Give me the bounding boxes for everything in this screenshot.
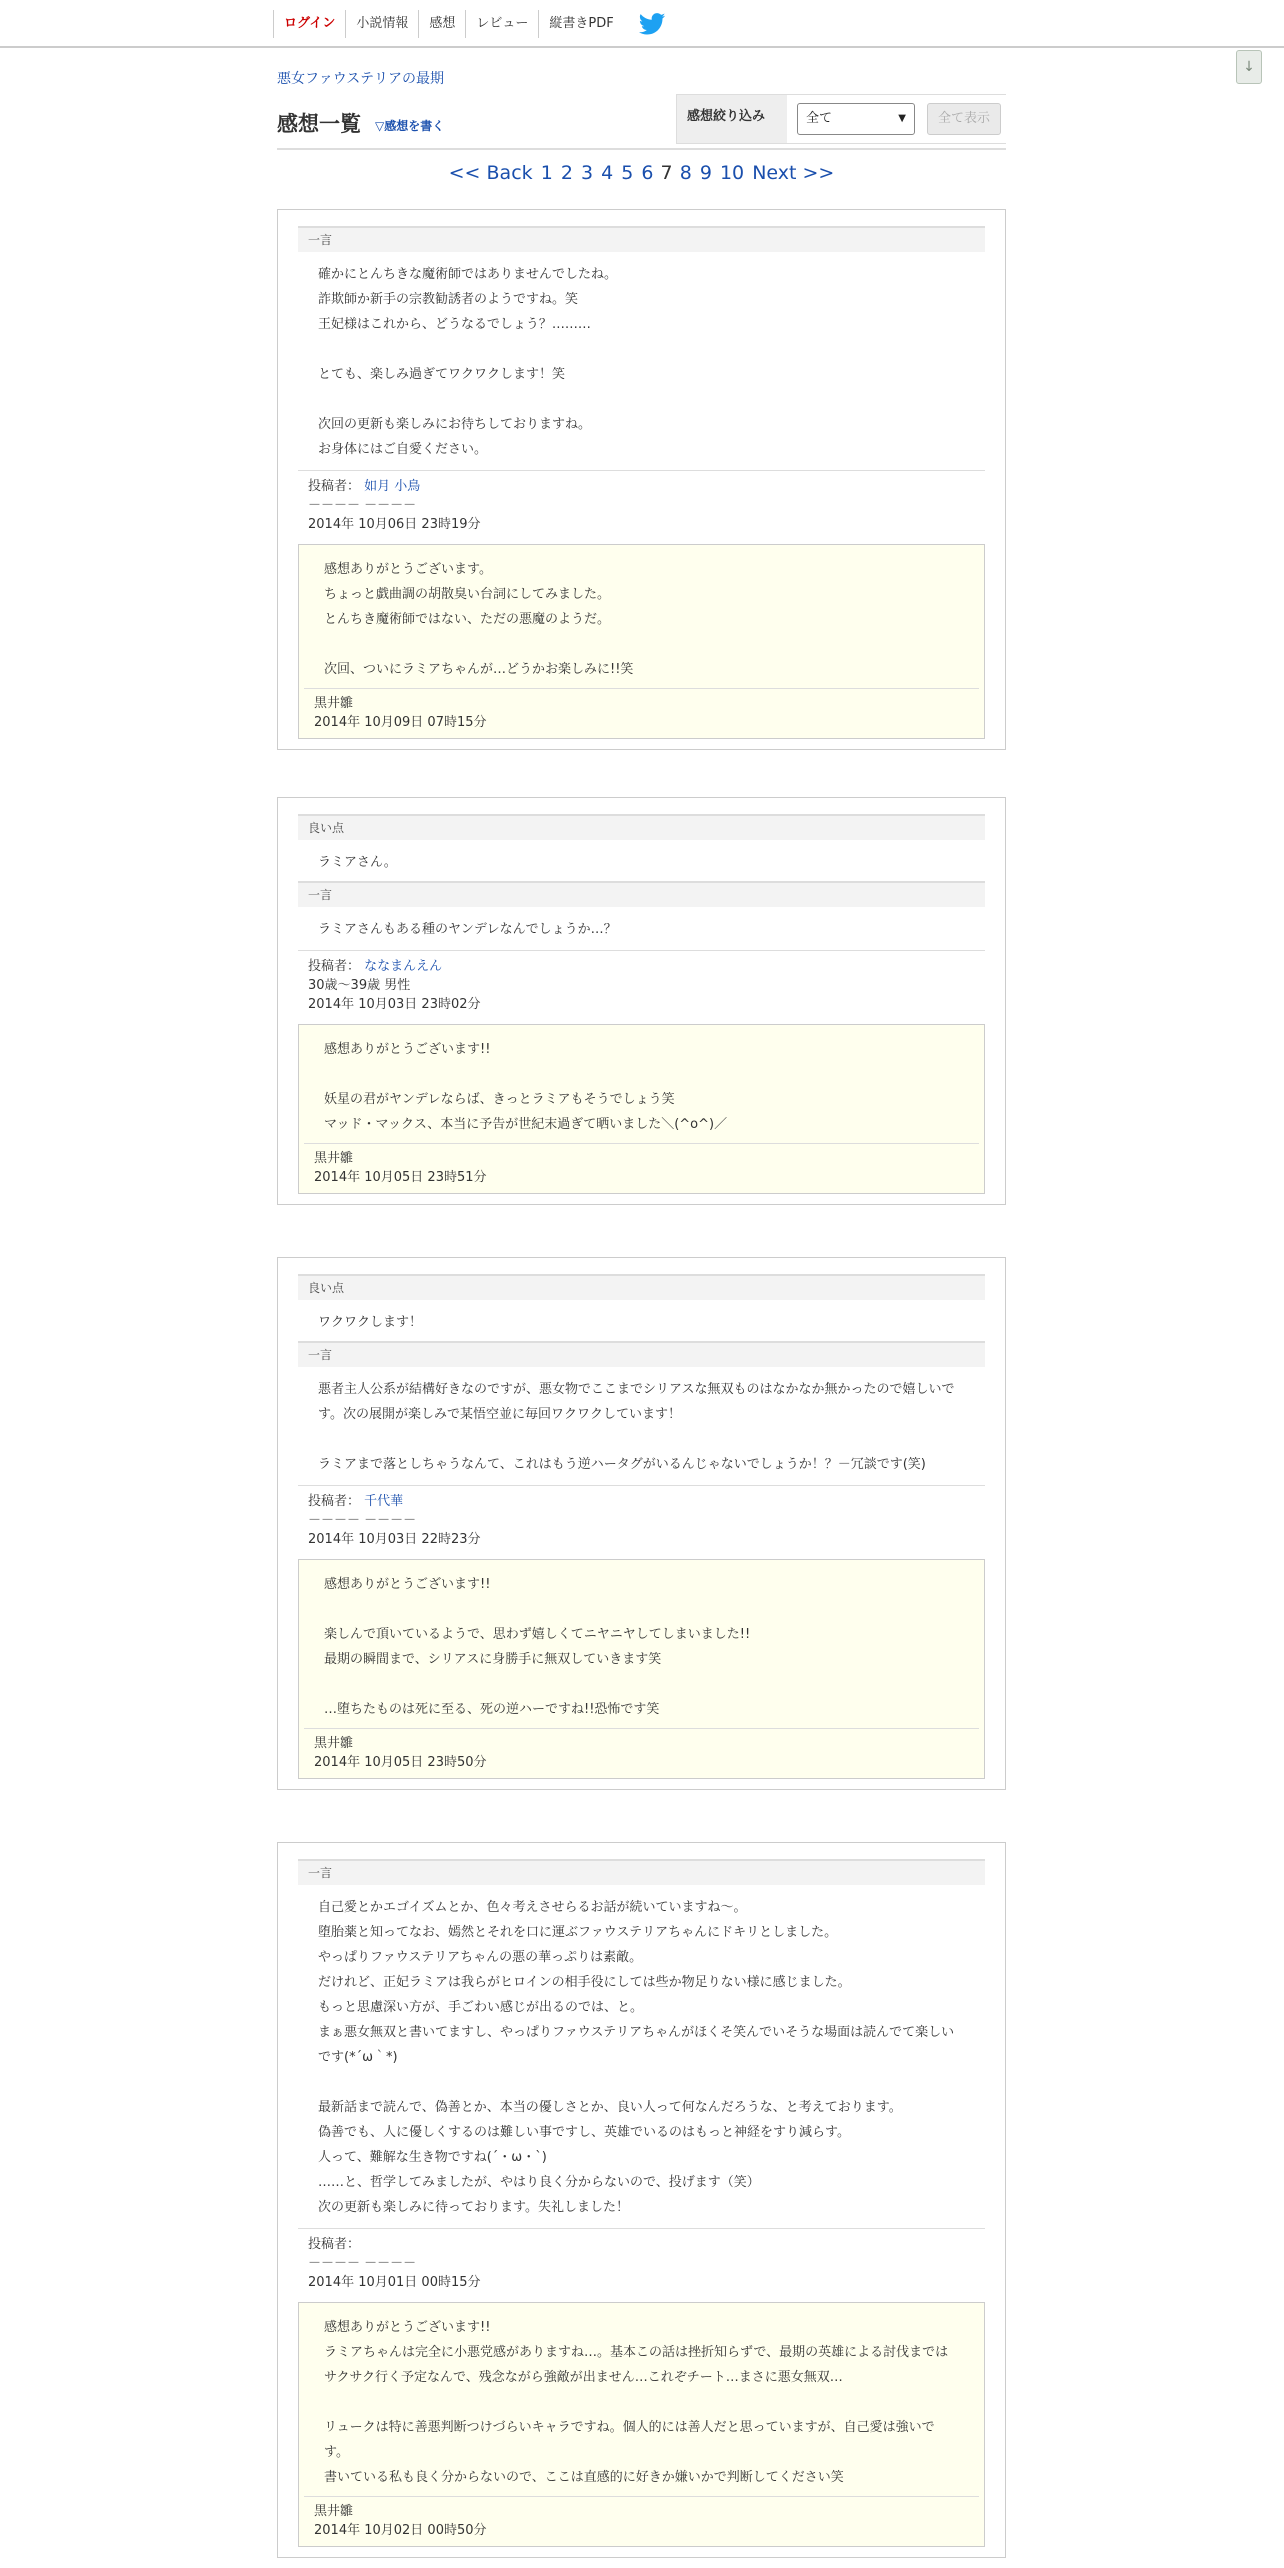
comment-text: 確かにとんちきな魔術師ではありませんでしたね。 詐欺師か新手の宗教勧誘者のようですね。笑 王妃様はこれから、どうなるでしょう？……… とても、楽しみ過ぎてワクワクします！笑 次回の更新も楽しみにお待ちしておりますね。 お身体にはご自愛ください。 [298, 252, 985, 471]
filter-selected-value: 全て [806, 111, 833, 126]
comment-text: ラミアさんもある種のヤンデレなんでしょうか…？ [298, 907, 985, 951]
poster-info: －－－－ －－－－ [308, 2256, 417, 2271]
pager-page-5[interactable]: 5 [621, 162, 634, 184]
good-point-text: ラミアさん。 [318, 855, 397, 870]
reply-footer [304, 2496, 979, 2546]
post-date: 2014年 10月06日 23時19分 [308, 517, 481, 532]
reply-text: 感想ありがとうございます!! 楽しんで頂いているようで、思わず嬉しくてニヤニヤしてしまいました!! 最期の瞬間まで、シリアスに身勝手に無双していきます笑 …堕ちたものは死に至る、死の逆ハーですね!!恐怖です笑 [324, 1577, 751, 1717]
nav-impressions[interactable]: 感想 [418, 10, 465, 38]
comment-heading: 一言 [298, 226, 985, 252]
poster-block [308, 1492, 985, 1549]
reply-author: 黒井雛 [314, 1736, 354, 1751]
page-title: 感想一覧 [277, 112, 361, 136]
pager-page-3[interactable]: 3 [580, 162, 594, 184]
filter-panel [676, 94, 1006, 144]
nav-login[interactable]: ログイン [273, 10, 345, 38]
title-divider [277, 148, 1006, 150]
filter-label: 感想絞り込み [687, 109, 766, 124]
post-date: 2014年 10月03日 23時02分 [308, 997, 481, 1012]
reply-footer [304, 1728, 979, 1778]
filter-submit-button[interactable]: 全て表示 [927, 103, 1001, 135]
nav-vertical-pdf[interactable]: 縦書きPDF [538, 10, 623, 38]
filter-select[interactable] [797, 103, 915, 135]
pager-page-8[interactable]: 8 [679, 162, 692, 184]
pager-page-9[interactable]: 9 [699, 162, 712, 184]
poster-label: 投稿者： [308, 479, 361, 494]
poster-info: 30歳～39歳 男性 [308, 978, 411, 993]
nav-novel-info[interactable]: 小説情報 [345, 10, 418, 38]
poster-label: 投稿者： [308, 1494, 361, 1509]
twitter-bird-icon[interactable] [638, 13, 666, 35]
reply-date: 2014年 10月05日 23時51分 [314, 1170, 487, 1185]
good-point-heading: 良い点 [298, 1274, 985, 1300]
pager-next[interactable]: Next >> [752, 162, 835, 184]
author-reply [298, 544, 985, 739]
comment-heading: 一言 [298, 1859, 985, 1885]
pager-back[interactable]: << Back [448, 162, 533, 184]
reply-date: 2014年 10月05日 23時50分 [314, 1755, 487, 1770]
pager-page-6[interactable]: 6 [641, 162, 654, 184]
comment-text: 自己愛とかエゴイズムとか、色々考えさせらるお話が続いていますね～。 堕胎薬と知ってなお、嫣然とそれを口に運ぶファウステリアちゃんにドキリとしました。 やっぱりファウステリアちゃんの悪の華っぷりは素敵。 だけれど、正妃ラミアは我らがヒロインの相手役にしては些か物足りない様に感じました。 もっと思慮深い方が、手ごわい感じが出るのでは、と。 まぁ悪女無双と書いてますし、やっぱりファウステリアちゃんがほくそ笑んでいそうな場面は読んでて楽しいです(*´ω｀*) 最新話まで読んで、偽善とか、本当の優しさとか、良い人って何なんだろうな、と考えております。 偽善でも、人に優しくするのは難しい事ですし、英雄でいるのはもっと神経をすり減らす。 人って、難解な生き物ですね(´・ω・`) ……と、哲学してみましたが、やはり良く分からないので、投げます（笑） 次の更新も楽しみに待っております。失礼しました！ [298, 1885, 985, 2229]
reply-date: 2014年 10月02日 00時50分 [314, 2523, 487, 2538]
write-impression-link[interactable]: ▽感想を書く [375, 119, 445, 133]
reply-text: 感想ありがとうございます!! ラミアちゃんは完全に小悪党感がありますね…。基本この話は挫折知らずで、最期の英雄による討伐まではサクサク行く予定なんで、残念ながら強敵が出ません…これぞチート…まさに悪女無双… リュークは特に善悪判断つけづらいキャラですね。個人的には善人だと思っていますが、自己愛は強いです。 書いている私も良く分からないので、ここは直感的に好きか嫌いかで判断してください笑 [324, 2320, 949, 2485]
review-card [277, 1842, 1006, 2558]
pagination [277, 162, 1006, 184]
reply-text: 感想ありがとうございます。 ちょっと戯曲調の胡散臭い台詞にしてみました。 とんちき魔術師ではない、ただの悪魔のようだ。 次回、ついにラミアちゃんが…どうかお楽しみに!!笑 [324, 562, 634, 677]
author-reply [298, 1559, 985, 1779]
top-navigation [0, 0, 1284, 48]
poster-label: 投稿者： [308, 2237, 361, 2252]
reply-footer [304, 1143, 979, 1193]
reply-author: 黒井雛 [314, 1151, 354, 1166]
chevron-down-icon: ▼ [898, 113, 906, 124]
pager-page-4[interactable]: 4 [601, 162, 614, 184]
scroll-down-button[interactable]: ↓ [1236, 50, 1262, 84]
post-date: 2014年 10月01日 00時15分 [308, 2275, 481, 2290]
poster-info: －－－－ －－－－ [308, 498, 417, 513]
reply-footer [304, 688, 979, 738]
reply-author: 黒井雛 [314, 696, 354, 711]
pager-page-2[interactable]: 2 [560, 162, 573, 184]
poster-block [308, 2235, 985, 2292]
poster-block [308, 957, 985, 1014]
filter-controls [787, 95, 1007, 143]
poster-name-link[interactable]: ななまんえん [364, 959, 443, 974]
good-point-text: ワクワクします！ [318, 1315, 423, 1330]
comment-heading: 一言 [298, 881, 985, 907]
novel-title-link[interactable]: 悪女ファウステリアの最期 [277, 71, 445, 87]
poster-label: 投稿者： [308, 959, 361, 974]
nav-review[interactable]: レビュー [465, 10, 538, 38]
reply-date: 2014年 10月09日 07時15分 [314, 715, 487, 730]
pager-page-1[interactable]: 1 [540, 162, 553, 184]
review-card [277, 209, 1006, 750]
comment-heading: 一言 [298, 1341, 985, 1367]
author-reply [298, 2302, 985, 2547]
poster-block [308, 477, 985, 534]
pager-current-page: 7 [660, 162, 673, 184]
pager-page-10[interactable]: 10 [719, 162, 745, 184]
good-point-heading: 良い点 [298, 814, 985, 840]
review-card [277, 1257, 1006, 1790]
post-date: 2014年 10月03日 22時23分 [308, 1532, 481, 1547]
reply-text: 感想ありがとうございます!! 妖星の君がヤンデレならば、きっとラミアもそうでしょう笑 マッド・マックス、本当に予告が世紀末過ぎて晒いました＼(^o^)／ [324, 1042, 728, 1132]
reply-author: 黒井雛 [314, 2504, 354, 2519]
review-card [277, 797, 1006, 1205]
poster-info: －－－－ －－－－ [308, 1513, 417, 1528]
nav-links [273, 10, 666, 38]
author-reply [298, 1024, 985, 1194]
poster-name-link[interactable]: 千代華 [364, 1494, 404, 1509]
comment-text: 悪者主人公系が結構好きなのですが、悪女物でここまでシリアスな無双ものはなかなか無かったので嬉しいです。次の展開が楽しみで某悟空並に毎回ワクワクしています！ ラミアまで落としちゃうなんて、これはもう逆ハータグがいるんじゃないでしょうか！？－冗談です(笑) [298, 1367, 985, 1486]
poster-name-link[interactable]: 如月 小鳥 [364, 479, 421, 494]
